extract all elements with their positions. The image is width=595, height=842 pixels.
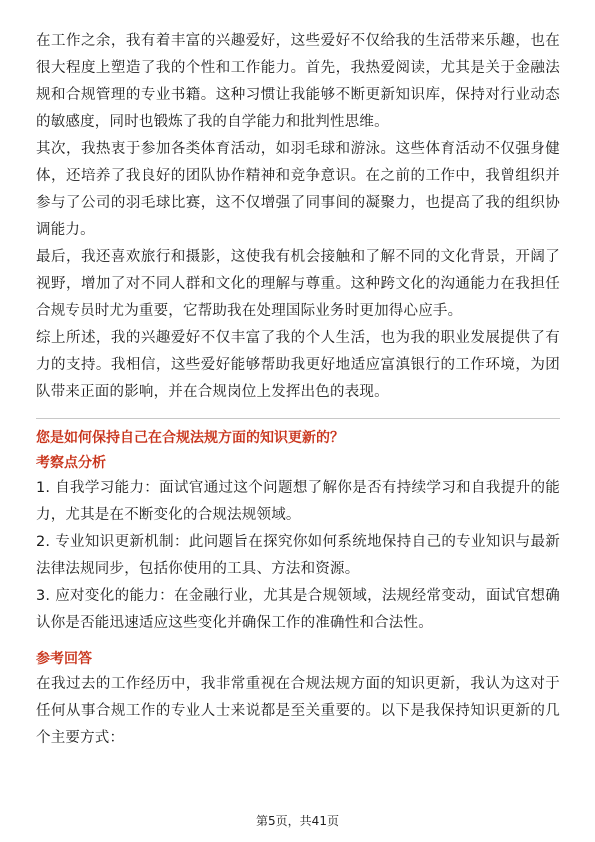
intro-paragraph-2: 其次，我热衷于参加各类体育活动，如羽毛球和游泳。这些体育活动不仅强身健体，还培养了我良好的团队协作精神和竞争意识。在之前的工作中，我曾组织并参与了公司的羽毛球比赛，这不仅增强了同事间的凝聚力，也提高了我的组织协调能力。 <box>36 141 560 238</box>
intro-paragraph-4: 综上所述，我的兴趣爱好不仅丰富了我的个人生活，也为我的职业发展提供了有力的支持。我相信，这些爱好能够帮助我更好地适应富滇银行的工作环境，为团队带来正面的影响，并在合规岗位上发挥出色的表现。 <box>36 330 560 400</box>
intro-paragraph-3: 最后，我还喜欢旅行和摄影，这使我有机会接触和了解不同的文化背景，开阔了视野，增加了对不同人群和文化的理解与尊重。这种跨文化的沟通能力在我担任合规专员时尤为重要，它帮助我在处理国际业务时更加得心应手。 <box>36 249 560 319</box>
question-heading: 您是如何保持自己在合规法规方面的知识更新的？ <box>36 430 344 446</box>
page-number: 第5页，共41页 <box>256 814 339 828</box>
analysis-item-2: 2. 专业知识更新机制：此问题旨在探究你如何系统地保持自己的专业知识与最新法律法规同步，包括你使用的工具、方法和资源。 <box>36 534 560 577</box>
section-divider <box>36 418 560 419</box>
analysis-item-1: 1. 自我学习能力：面试官通过这个问题想了解你是否有持续学习和自我提升的能力，尤其是在不断变化的合规法规领域。 <box>36 480 560 523</box>
page-content <box>36 28 560 752</box>
intro-paragraph-1: 在工作之余，我有着丰富的兴趣爱好，这些爱好不仅给我的生活带来乐趣，也在很大程度上塑造了我的个性和工作能力。首先，我热爱阅读，尤其是关于金融法规和合规管理的专业书籍。这种习惯让我能够不断更新知识库，保持对行业动态的敏感度，同时也锻炼了我的自学能力和批判性思维。 <box>36 33 560 130</box>
answer-paragraph: 在我过去的工作经历中，我非常重视在合规法规方面的知识更新，我认为这对于任何从事合规工作的专业人士来说都是至关重要的。以下是我保持知识更新的几个主要方式： <box>36 676 560 746</box>
analysis-title: 考察点分析 <box>36 455 106 471</box>
analysis-item-3: 3. 应对变化的能力：在金融行业，尤其是合规领域，法规经常变动，面试官想确认你是否能迅速适应这些变化并确保工作的准确性和合法性。 <box>36 588 560 631</box>
answer-title: 参考回答 <box>36 651 92 667</box>
